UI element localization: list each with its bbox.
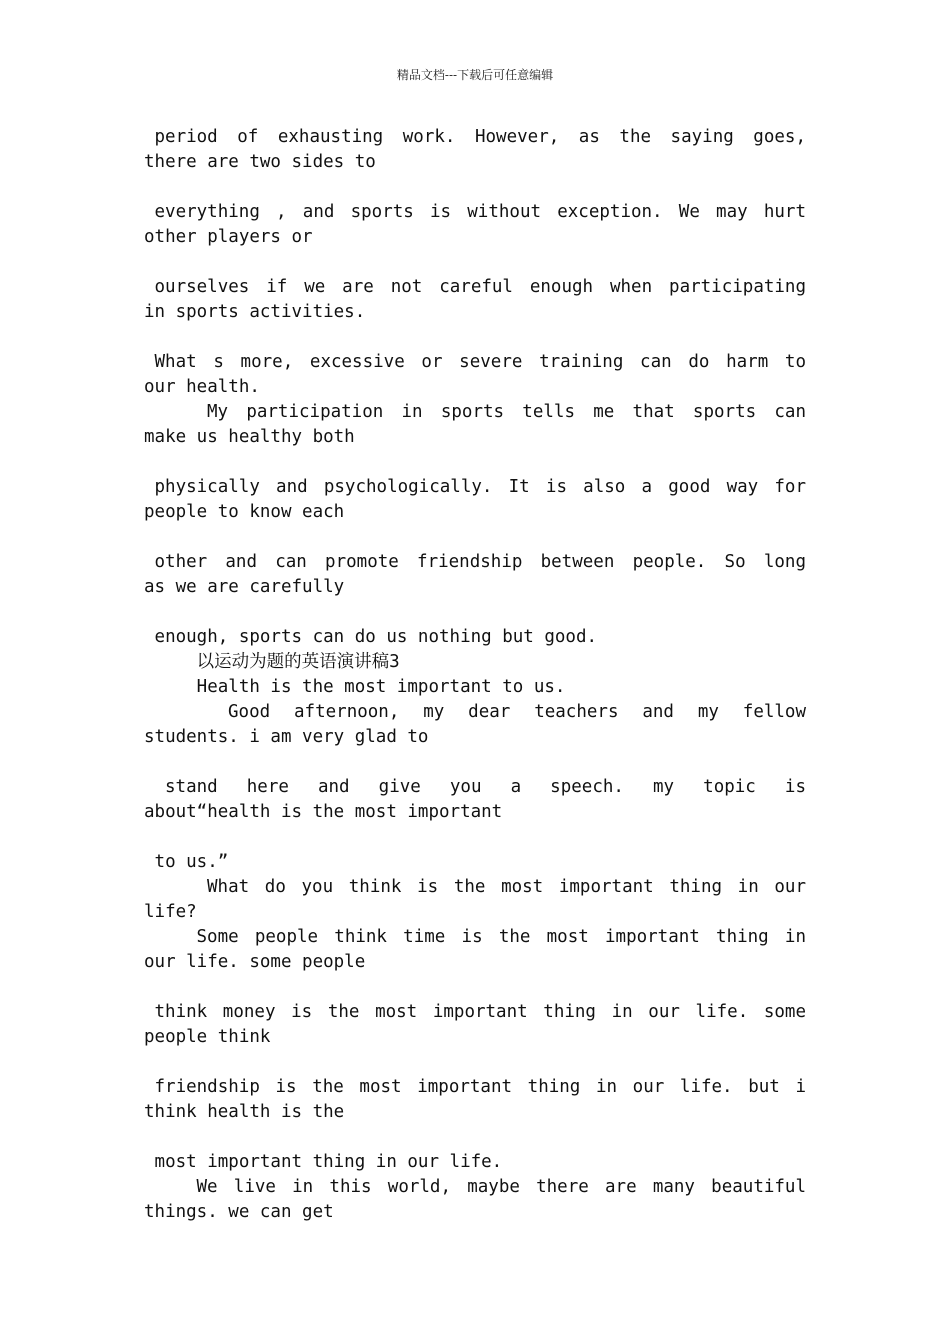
text-line: make us healthy both bbox=[144, 427, 355, 447]
blank-line bbox=[144, 975, 806, 1000]
text-line: think money is the most important thing in our life. some bbox=[154, 1002, 806, 1022]
text-line: most important thing in our life. bbox=[144, 1152, 503, 1172]
text-line: think health is the bbox=[144, 1102, 345, 1122]
text-line: as we are carefully bbox=[144, 577, 345, 597]
text-line: there are two sides to bbox=[144, 152, 376, 172]
blank-line bbox=[144, 825, 806, 850]
text-line: Health is the most important to us. bbox=[144, 677, 566, 697]
text-line: about“health is the most important bbox=[144, 802, 503, 822]
blank-line bbox=[144, 600, 806, 625]
blank-line bbox=[144, 1050, 806, 1075]
text-line: physically and psychologically. It is also a good way for bbox=[154, 477, 806, 497]
text-line: We live in this world, maybe there are many beautiful bbox=[196, 1177, 806, 1197]
text-line: in sports activities. bbox=[144, 302, 366, 322]
text-line: things. we can get bbox=[144, 1202, 334, 1222]
page-header: 精品文档---下载后可任意编辑 bbox=[396, 68, 554, 82]
text-line: everything , and sports is without exception. We may hurt bbox=[154, 202, 806, 222]
text-line: period of exhausting work. However, as the saying goes, bbox=[154, 127, 806, 147]
text-line: enough, sports can do us nothing but good. bbox=[144, 627, 598, 647]
text-line: other and can promote friendship between people. So long bbox=[154, 552, 806, 572]
section-heading: 以运动为题的英语演讲稿3 bbox=[144, 652, 400, 672]
blank-line bbox=[144, 525, 806, 550]
text-line: to us.” bbox=[144, 852, 229, 872]
text-line: people to know each bbox=[144, 502, 345, 522]
text-line: My participation in sports tells me that sports can bbox=[207, 402, 806, 422]
blank-line bbox=[144, 450, 806, 475]
text-line: people think bbox=[144, 1027, 271, 1047]
text-line: Some people think time is the most important thing in bbox=[196, 927, 806, 947]
text-line: What do you think is the most important thing in our bbox=[207, 877, 806, 897]
blank-line bbox=[144, 250, 806, 275]
blank-line bbox=[144, 325, 806, 350]
text-line: our health. bbox=[144, 377, 260, 397]
blank-line bbox=[144, 750, 806, 775]
text-line: ourselves if we are not careful enough when participating bbox=[154, 277, 806, 297]
text-line: other players or bbox=[144, 227, 313, 247]
blank-line bbox=[144, 175, 806, 200]
text-line: stand here and give you a speech. my topic is bbox=[165, 777, 806, 797]
text-line: Good afternoon, my dear teachers and my fellow bbox=[228, 702, 806, 722]
text-line: What s more, excessive or severe training can do harm to bbox=[154, 352, 806, 372]
blank-line bbox=[144, 1125, 806, 1150]
text-line: our life. some people bbox=[144, 952, 366, 972]
text-line: life? bbox=[144, 902, 197, 922]
document-body bbox=[144, 125, 806, 1225]
text-line: friendship is the most important thing in our life. but i bbox=[154, 1077, 806, 1097]
text-line: students. i am very glad to bbox=[144, 727, 429, 747]
